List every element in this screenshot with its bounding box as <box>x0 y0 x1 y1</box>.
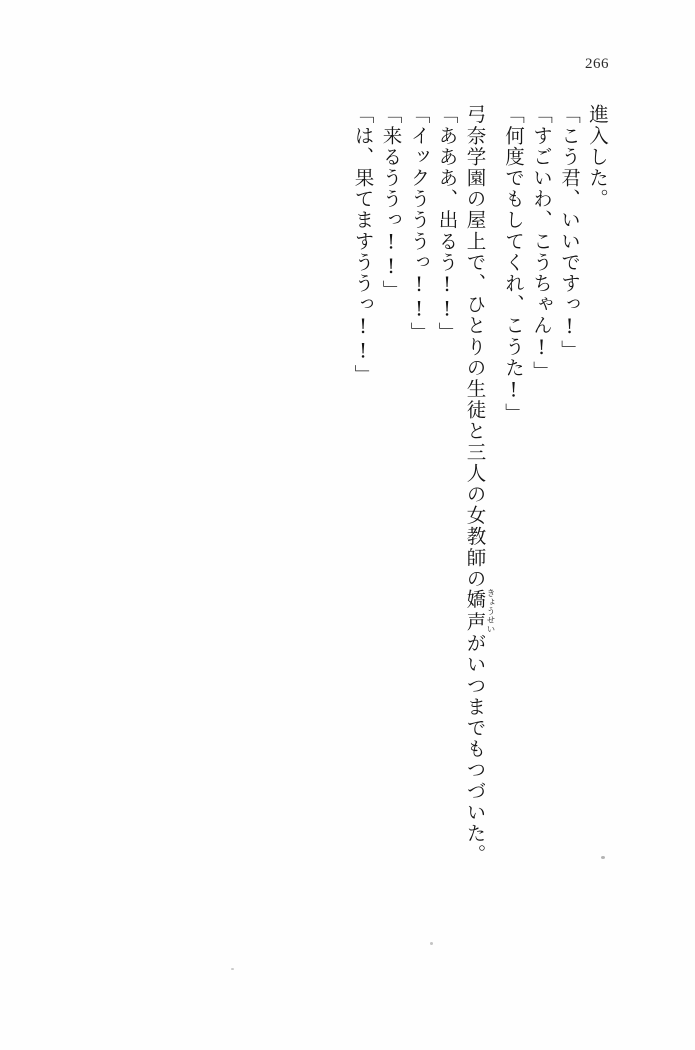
text-line-2: 「こう君、いいですっ!」 <box>558 104 581 361</box>
print-speck <box>430 942 433 945</box>
text-line-1: 進入した。 <box>586 104 609 210</box>
text-line-5 <box>465 104 495 865</box>
text-line-4: 「何度でもしてくれ、こうた!」 <box>502 104 525 424</box>
ruby-furigana: きょうせい <box>485 588 495 634</box>
text-line-7: 「イックうううっ!!」 <box>407 104 431 344</box>
ruby-base: 嬌声 <box>463 588 487 634</box>
text-line-8: 「来るううっ!!」 <box>379 104 403 301</box>
vertical-text-block <box>353 104 607 924</box>
print-speck <box>231 968 234 970</box>
text-line-3: 「すごいわ、こうちゃん!」 <box>530 104 553 382</box>
ruby-kyousei <box>463 588 495 634</box>
text-line-9: 「は、果てますううっ!!」 <box>351 104 375 386</box>
text-line-5-head: 弓奈学園の屋上で、ひとりの生徒と三人の女教師の <box>463 104 487 590</box>
text-line-6: 「あああ、出るう!!」 <box>435 104 459 344</box>
print-speck <box>601 856 605 859</box>
text-line-5-tail: がいつまでもつづいた。 <box>463 632 487 866</box>
page-number: 266 <box>585 56 609 72</box>
